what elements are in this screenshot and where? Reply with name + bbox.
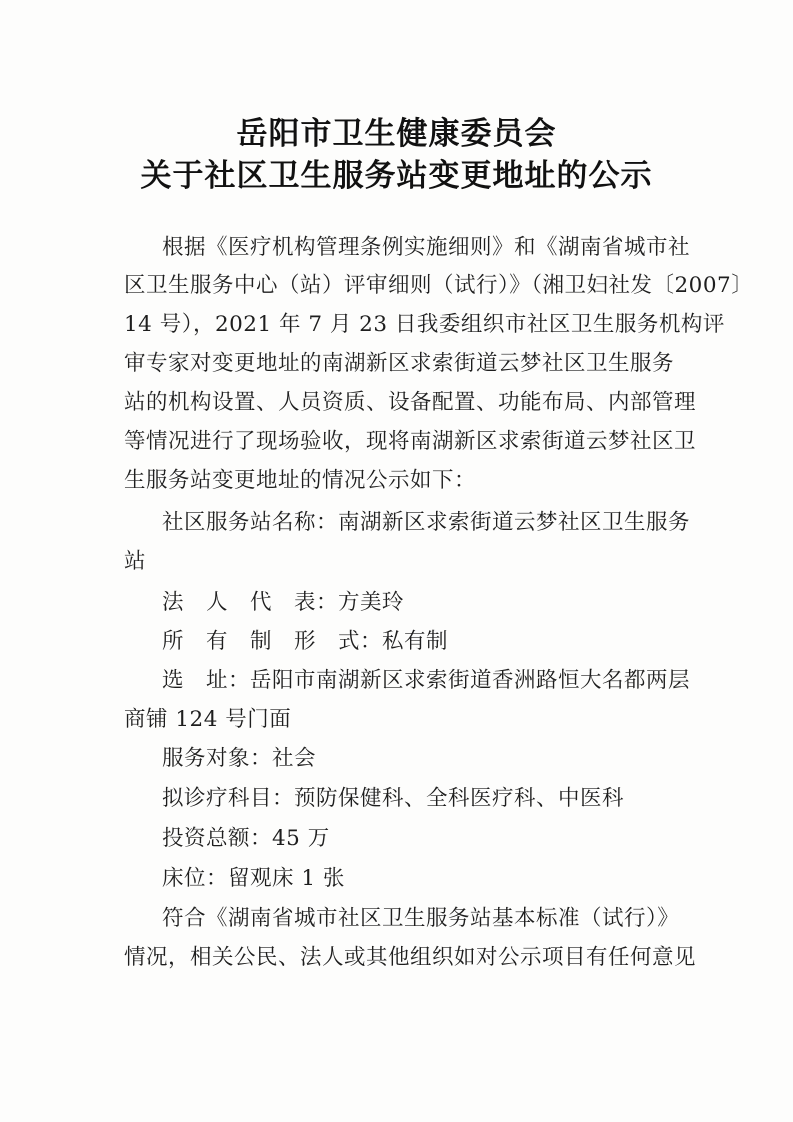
clinical-departments-field: 拟诊疗科目：预防保健科、全科医疗科、中医科 (162, 786, 625, 811)
body-line: 站的机构设置、人员资质、设备配置、功能布局、内部管理 (124, 390, 697, 415)
service-target-field: 服务对象：社会 (162, 746, 317, 771)
total-investment-field: 投资总额：45 万 (162, 826, 330, 851)
body-line: 生服务站变更地址的情况公示如下： (124, 468, 477, 493)
station-name-field: 社区服务站名称：南湖新区求索街道云梦社区卫生服务 (162, 510, 691, 535)
beds-field: 床位：留观床 1 张 (162, 866, 345, 891)
body-line: 区卫生服务中心（站）评审细则（试行）》（湘卫妇社发〔2007〕 (124, 273, 754, 298)
location-field: 选 址：岳阳市南湖新区求索街道香洲路恒大名都两层 (162, 668, 691, 693)
body-line: 14 号），2021 年 7 月 23 日我委组织市社区卫生服务机构评 (124, 312, 725, 337)
body-line: 审专家对变更地址的南湖新区求索街道云梦社区卫生服务 (124, 351, 675, 376)
legal-representative-field: 法 人 代 表：方美玲 (162, 590, 405, 615)
document-title-line-2: 关于社区卫生服务站变更地址的公示 (140, 158, 653, 194)
body-line: 根据《医疗机构管理条例实施细则》和《湖南省城市社 (162, 235, 691, 260)
station-name-continued: 站 (124, 549, 147, 574)
ownership-field: 所 有 制 形 式：私有制 (162, 629, 449, 654)
body-line: 等情况进行了现场验收，现将南湖新区求索街道云梦社区卫 (124, 429, 697, 454)
body-line: 情况，相关公民、法人或其他组织如对公示项目有任何意见 (124, 945, 697, 970)
location-continued: 商铺 124 号门面 (124, 707, 292, 732)
body-line: 符合《湖南省城市社区卫生服务站基本标准（试行）》 (162, 906, 680, 931)
document-title-line-1: 岳阳市卫生健康委员会 (236, 116, 557, 152)
